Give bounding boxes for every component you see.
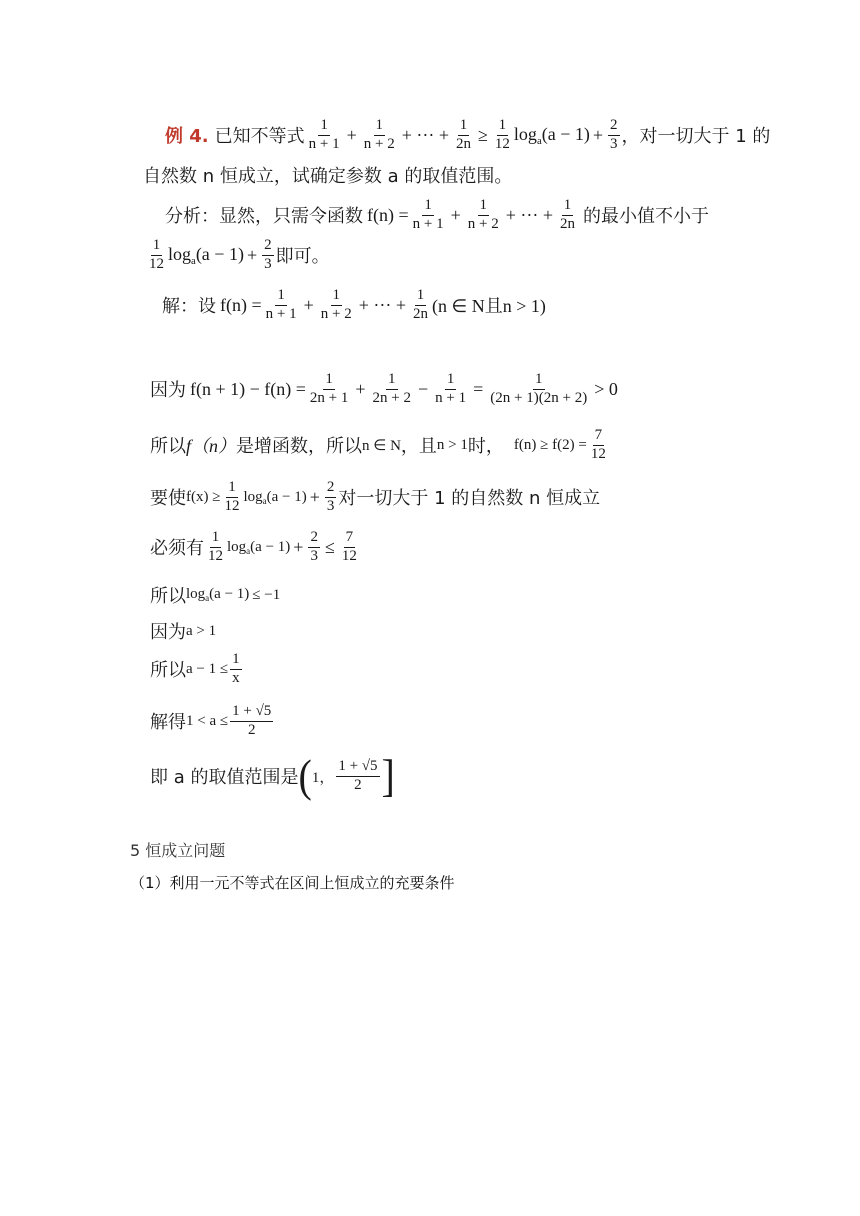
step-4: 必须有 $\frac{1}{12}$ $\log_a(a - 1)$ + $\frac{2}{3}$ ≤ $\frac{7}{12}$ — [150, 529, 357, 564]
step-2: 所以 f（n） 是增函数，所以 n ∈ N ，且 n > 1 时， f(n) ≥ f(2) = $\frac{7}{12}$ — [150, 427, 606, 462]
frac-1-n2: $\frac{1}{n + 2}$ — [363, 117, 395, 152]
analysis-line-2: $\frac{1}{12}$ $\log_a(a - 1)$ + $\frac{2}{3}$ 即可。 — [149, 237, 330, 272]
frac-2-3: $\frac{2}{3}$ — [610, 117, 618, 152]
analysis-line-1: 分析：显然，只需令函数 f(n) = $\frac{1}{n + 1}$ + $\frac{1}{n + 2}$ + ··· + $\frac{1}{2n}$ 的最小值不小于 — [165, 197, 710, 232]
step-8: 解得 1 < a ≤ $\frac{1 + √5}{2}$ — [150, 703, 272, 738]
example-label: 例 4. — [165, 126, 209, 148]
analysis-suffix: 的最小值不小于 — [583, 206, 710, 228]
analysis-frac-1: $\frac{1}{n + 1}$ — [412, 197, 444, 232]
solution-line: 解：设 f(n) = $\frac{1}{n + 1}$ + $\frac{1}{n + 2}$ + ··· + $\frac{1}{2n}$ (n ∈ N且n > 1) — [162, 287, 546, 322]
step-7: 所以 a − 1 ≤ $\frac{1}{x}$ — [150, 651, 240, 686]
open-paren: ( — [298, 749, 312, 802]
analysis-line2-suffix: 即可。 — [275, 246, 330, 268]
step-1: 因为 f(n + 1) − f(n) = $\frac{1}{2n + 1}$ + $\frac{1}{2n + 2}$ − $\frac{1}{n + 1}$ = $\frac{1}{(2n + 1)(2n + 2)}$ > 0 — [150, 371, 618, 406]
example-line-2 — [143, 162, 512, 188]
analysis-frac-2: $\frac{1}{n + 2}$ — [467, 197, 499, 232]
solution-prefix: 解：设 — [162, 296, 216, 318]
example-line-1: 例 4. 已知不等式 $\frac{1}{n + 1}$ + $\frac{1}{n + 2}$ + ··· + $\frac{1}{2n}$ ≥ $\frac{1}{12}$ $\log_a(a - 1)$ + $\frac{2}{3}$ ，对一切大于 1 的 — [165, 117, 771, 152]
step-5: 所以 $\log_a(a - 1)$ ≤ −1 — [150, 586, 281, 607]
close-bracket: ] — [381, 749, 395, 802]
step-9: 即 a 的取值范围是 ( 1， $\frac{1 + √5}{2}$ ] — [150, 749, 395, 802]
example-suffix: ，对一切大于 1 的 — [621, 126, 771, 148]
section-title: 5 恒成立问题 — [130, 841, 226, 860]
step-6: 因为 a > 1 — [150, 622, 217, 643]
solution-cond: (n ∈ N且n > 1) — [432, 296, 546, 317]
step-3: 要使 f(x) ≥ $\frac{1}{12}$ $\log_a(a - 1)$ + $\frac{2}{3}$ 对一切大于 1 的自然数 n 恒成立 — [150, 479, 601, 514]
frac-1-n1: $\frac{1}{n + 1}$ — [308, 117, 340, 152]
frac-1-2n: $\frac{1}{2n}$ — [456, 117, 472, 152]
example-prefix: 已知不等式 — [214, 126, 305, 148]
example-line2-text: 自然数 n 恒成立，试确定参数 a 的取值范围。 — [143, 166, 513, 187]
analysis-frac-3: $\frac{1}{2n}$ — [560, 197, 576, 232]
analysis-prefix: 分析：显然，只需令函数 — [165, 206, 363, 228]
frac-1-12: $\frac{1}{12}$ — [494, 117, 510, 152]
section-subtitle: （1）利用一元不等式在区间上恒成立的充要条件 — [130, 874, 455, 892]
